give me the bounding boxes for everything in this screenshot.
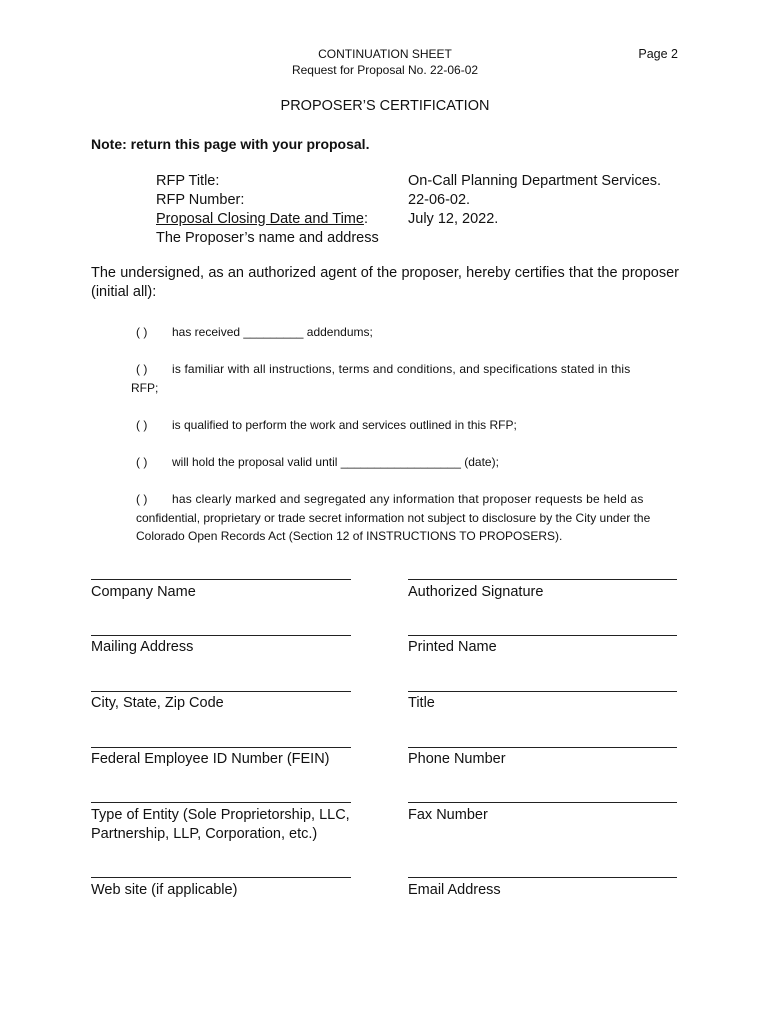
check-item-confidential-line3: Colorado Open Records Act (Section 12 of INSTRUCTIONS TO PROPOSERS). xyxy=(136,529,563,543)
closing-date-label-text: Proposal Closing Date and Time xyxy=(156,211,364,227)
check-text: is familiar with all instructions, terms and conditions, and specifications stated in this xyxy=(172,362,631,376)
name-address-label: The Proposer’s name and address xyxy=(156,230,379,246)
title-label: Title xyxy=(408,695,435,711)
return-note: Note: return this page with your proposal. xyxy=(91,136,370,152)
header-line-2: Request for Proposal No. 22-06-02 xyxy=(291,63,479,77)
phone-number-label: Phone Number xyxy=(408,751,506,767)
fax-number-label: Fax Number xyxy=(408,807,488,823)
check-text: is qualified to perform the work and services outlined in this RFP; xyxy=(172,418,517,432)
entity-type-label-2: Partnership, LLP, Corporation, etc.) xyxy=(91,826,318,842)
email-address-line[interactable] xyxy=(408,877,677,878)
rfp-number-value: 22-06-02. xyxy=(408,192,471,208)
rfp-title-label: RFP Title: xyxy=(156,173,220,189)
company-name-line[interactable] xyxy=(91,579,351,580)
mailing-address-line[interactable] xyxy=(91,635,351,636)
certification-title: PROPOSER’S CERTIFICATION xyxy=(280,98,490,114)
header-line-1: CONTINUATION SHEET xyxy=(318,47,452,61)
initial-box[interactable]: ( ) xyxy=(136,325,148,339)
email-address-label: Email Address xyxy=(408,882,501,898)
check-item-confidential xyxy=(136,490,644,508)
mailing-address-label: Mailing Address xyxy=(91,639,194,655)
closing-date-value: July 12, 2022. xyxy=(408,211,499,227)
fax-number-line[interactable] xyxy=(408,802,677,803)
authorized-signature-label: Authorized Signature xyxy=(408,584,544,600)
check-item-familiar-cont: RFP; xyxy=(131,381,159,395)
check-item-familiar xyxy=(136,360,630,378)
check-text: has clearly marked and segregated any information that proposer requests be held as xyxy=(172,492,644,506)
printed-name-line[interactable] xyxy=(408,635,677,636)
rfp-title-value: On-Call Planning Department Services. xyxy=(408,173,662,189)
check-item-confidential-line2: confidential, proprietary or trade secret information not subject to disclosure by the City under the xyxy=(136,511,651,525)
company-name-label: Company Name xyxy=(91,584,196,600)
certification-intro: The undersigned, as an authorized agent of the proposer, hereby certifies that the proposer (initial all): xyxy=(91,265,679,300)
title-line[interactable] xyxy=(408,691,677,692)
check-item-qualified xyxy=(136,416,517,434)
initial-box[interactable]: ( ) xyxy=(136,492,148,506)
website-label: Web site (if applicable) xyxy=(91,882,238,898)
initial-box[interactable]: ( ) xyxy=(136,418,148,432)
page-number: Page 2 xyxy=(638,47,678,61)
closing-date-label xyxy=(156,210,379,229)
check-item-valid-until xyxy=(136,453,499,471)
authorized-signature-line[interactable] xyxy=(408,579,677,580)
entity-type-line[interactable] xyxy=(91,802,351,803)
check-text: will hold the proposal valid until __________________ (date); xyxy=(172,455,499,469)
closing-date-colon: : xyxy=(363,211,368,227)
initial-box[interactable]: ( ) xyxy=(136,362,148,376)
check-text: has received _________ addendums; xyxy=(172,325,373,339)
entity-type-label-1: Type of Entity (Sole Proprietorship, LLC, xyxy=(91,807,350,823)
printed-name-label: Printed Name xyxy=(408,639,497,655)
phone-number-line[interactable] xyxy=(408,747,677,748)
initial-box[interactable]: ( ) xyxy=(136,455,148,469)
website-line[interactable] xyxy=(91,877,351,878)
rfp-info-values xyxy=(408,172,661,229)
city-state-zip-label: City, State, Zip Code xyxy=(91,695,224,711)
check-item-addendums xyxy=(136,323,373,341)
rfp-info-labels xyxy=(156,172,379,248)
fein-line[interactable] xyxy=(91,747,351,748)
rfp-number-label: RFP Number: xyxy=(156,192,245,208)
fein-label: Federal Employee ID Number (FEIN) xyxy=(91,751,330,767)
city-state-zip-line[interactable] xyxy=(91,691,351,692)
